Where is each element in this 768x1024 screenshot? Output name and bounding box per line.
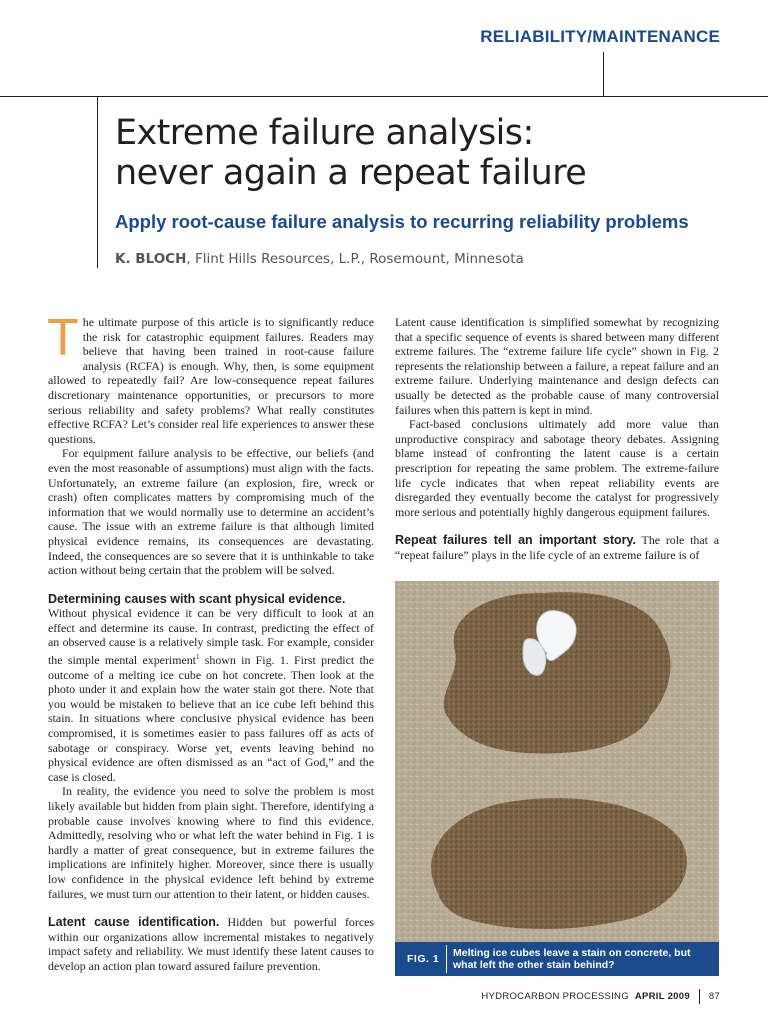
byline <box>115 251 524 267</box>
issue-date: APRIL 2009 <box>634 991 690 1003</box>
paragraph: In reality, the evidence you need to solve the problem is most likely available but hidden from plain sight. Therefore, identifying a probable cause involves knowing where to find this evidence. Admittedly, resolving who or what left the water behind in Fig. 1 is hardly a matter of great consequence, but in extreme failures the implications are infinitely higher. Moreover, since there is usually low confidence in the physical evidence left behind by extreme failures, we must turn our attention to their latent, or hidden causes. <box>48 784 374 901</box>
paragraph <box>48 592 374 785</box>
caption-divider <box>446 945 447 973</box>
publication-name: HYDROCARBON PROCESSING <box>481 991 629 1003</box>
paragraph-text: shown in Fig. 1. First predict the outcome of a melting ice cube on hot concrete. Then look at the photo under it and explain how the water stain got there. Note that you would be mistaken to believe that an ice cube left behind this stain. In situations where conclusive physical evidence has been compromised, it is sometimes easier to pass failures off as acts of sabotage or conspiracy. Worse yet, events leaving behind no physical evidence are often dismissed as an “act of God,” and the case is closed. <box>48 653 374 784</box>
figure-photo <box>395 581 719 942</box>
paragraph-text: The role that a “repeat failure” plays in the life cycle of an extreme failure is of <box>395 533 719 562</box>
water-stain-bottom <box>431 798 687 929</box>
page-number: 87 <box>708 991 720 1003</box>
footnote-ref: 1 <box>195 653 200 662</box>
section-label: RELIABILITY/MAINTENANCE <box>480 27 720 46</box>
page-footer <box>481 989 720 1004</box>
caption-text: Melting ice cubes leave a stain on concrete, but what left the other stain behind? <box>453 947 691 971</box>
article-deck: Apply root-cause failure analysis to recurring reliability problems <box>115 211 689 232</box>
footer-divider <box>699 989 700 1004</box>
paragraph: Latent cause identification is simplified somewhat by recognizing that a specific sequence of events is shared between many different extreme failures. The “extreme failure life cycle” shown in Fig. 2 represents the relationship between a failure, a repeat failure and an extreme failure. Underlying maintenance and design defects can usually be detected as the probable cause of many controversial failures when this pattern is kept in mind. <box>395 315 719 417</box>
drop-cap: T <box>47 309 79 367</box>
paragraph-text: Hidden but powerful forces within our organizations allow incremental mistakes to negatively impact safety and reliability. We must identify these latent causes to develop an action plan toward assured failure prevention. <box>48 915 374 973</box>
subhead: Latent cause identification. <box>48 915 220 930</box>
author-affiliation: , Flint Hills Resources, L.P., Rosemount, Minnesota <box>186 251 524 267</box>
paragraph <box>395 533 719 562</box>
paragraph <box>48 915 374 973</box>
paragraph: For equipment failure analysis to be effective, our beliefs (and even the most reasonable of assumptions) must align with the facts. Unfortunately, an extreme failure (an explosion, fire, wreck or crash) often complicates matters by compromising much of the information that we would normally use to determine an accident’s cause. The issue with an extreme failure is that although limited physical evidence remains, its consequences are devastating. Indeed, the consequences are so severe that it is unthinkable to take action without being certain that the problem will be solved. <box>48 446 374 578</box>
subhead: Determining causes with scant physical evidence. <box>48 591 346 606</box>
author-name: K. BLOCH <box>115 251 187 267</box>
paragraph: Fact-based conclusions ultimately add more value than unproductive conspiracy and sabotage theory debates. Assigning blame instead of confronting the latent cause is a certain prescription for repeating the same problem. The extreme-failure life cycle indicates that when repeat reliability events are disregarded they eventually become the catalyst for progressively more serious and potentially highly dangerous equipment failures. <box>395 417 719 519</box>
paragraph <box>47 309 374 446</box>
right-column <box>395 315 719 563</box>
subhead: Repeat failures tell an important story. <box>395 533 636 548</box>
title-rule-vertical <box>97 96 98 268</box>
left-column <box>47 309 374 974</box>
paragraph-text: Without physical evidence it can be very difficult to look at an effect and determine its cause. In contrast, predicting the effect of an observed cause is a relatively simple task. For example, consider the simple mental experiment <box>48 606 374 668</box>
figure-caption <box>395 942 719 976</box>
paragraph-text: he ultimate purpose of this article is to significantly reduce the risk for catastrophic equipment failures. Readers may believe that having been trained in root-cause failure analysis (RCFA) is enough. Why, then, is some equipment allowed to repeatedly fail? Are low-consequence repeat failures discretionary maintenance opportunities, or precursors to more serious reliability and safety problems? What really constitutes effective RCFA? Let’s consider real life experiences to answer these questions. <box>48 315 374 446</box>
article-title <box>115 113 586 193</box>
title-line-1: Extreme failure analysis: <box>115 113 534 153</box>
header-rule-vertical <box>603 52 604 96</box>
concrete-stain-illustration <box>395 581 719 942</box>
figure-label: FIG. 1 <box>407 953 440 965</box>
header-rule <box>0 96 768 97</box>
title-line-2: never again a repeat failure <box>115 153 587 193</box>
